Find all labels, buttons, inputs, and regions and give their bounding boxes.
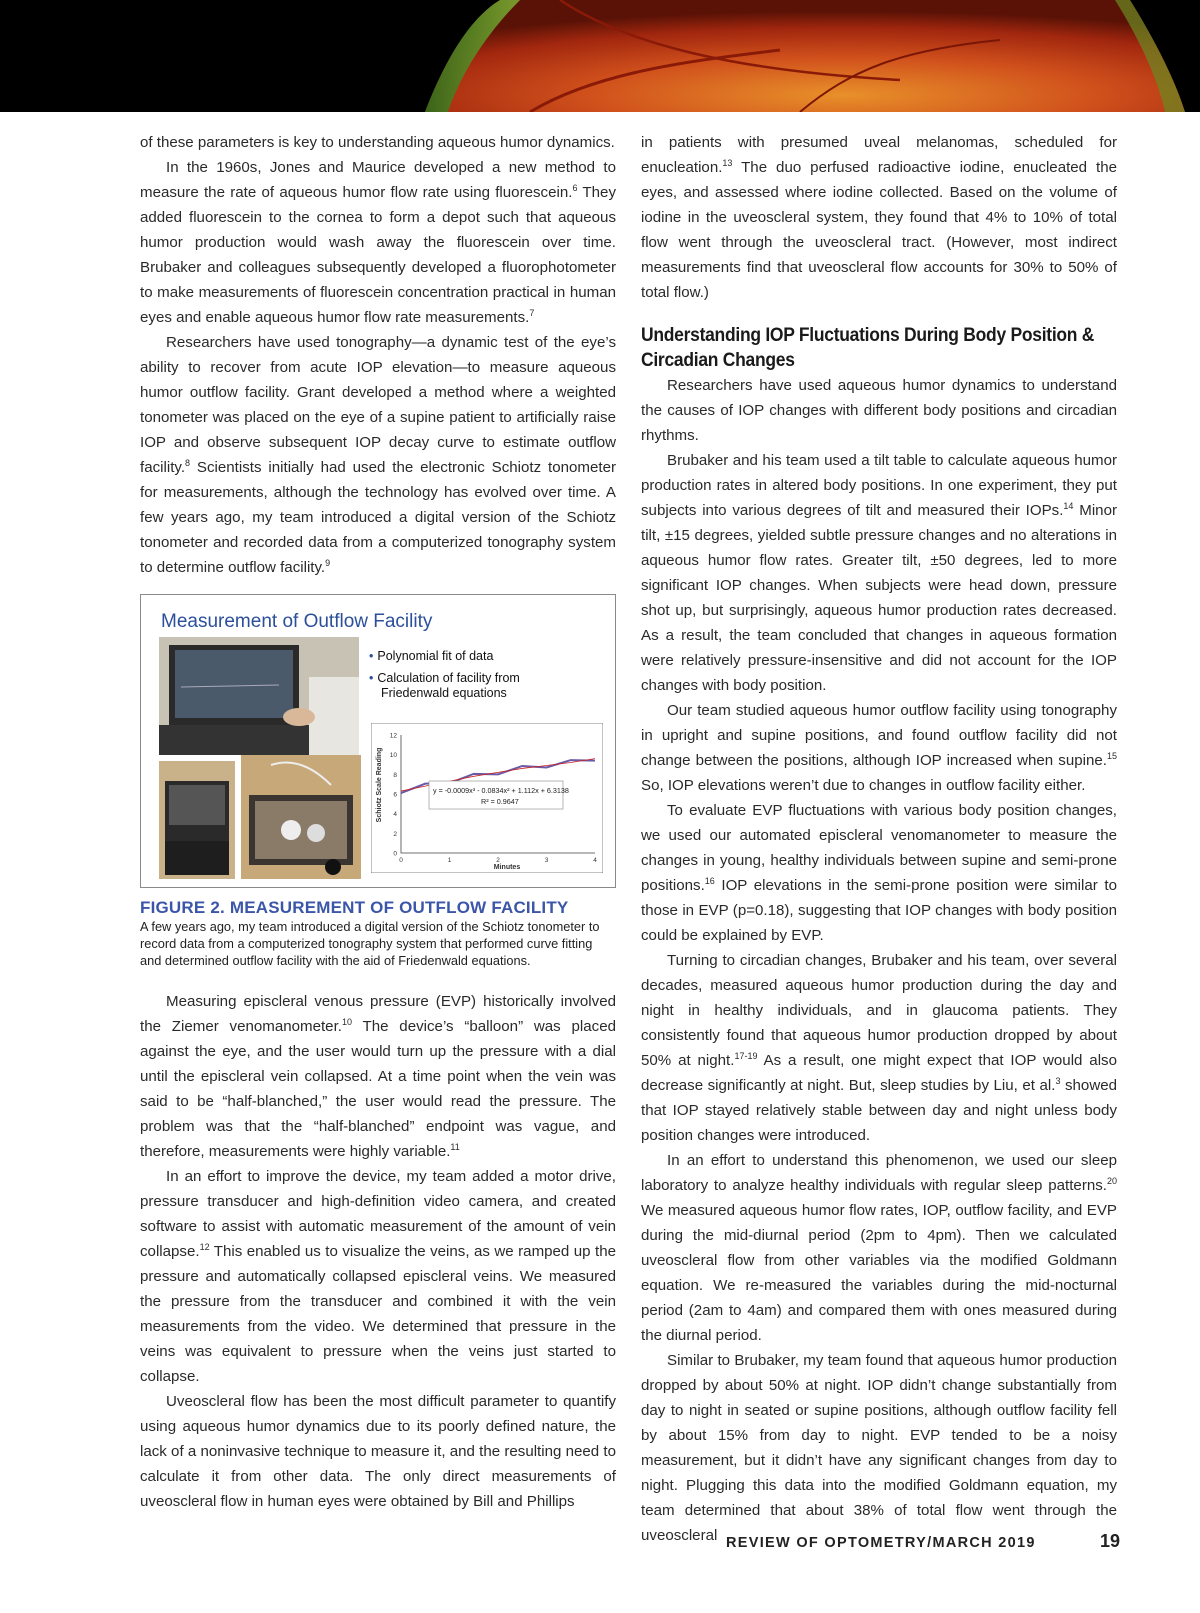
y-tick-label: 4	[393, 811, 397, 819]
y-tick-label: 8	[393, 771, 397, 779]
figure-caption-title: FIGURE 2. MEASUREMENT OF OUTFLOW FACILITY	[140, 898, 569, 917]
paragraph: In the 1960s, Jones and Maurice developed a new method to measure the rate of aqueous humor flow rate using fluorescein.$^6$ They added fluorescein to the cornea to form a depot such that aqueous humor production would wash away the fluorescein over time. Brubaker and colleagues subsequently developed a fluorophotometer to make measurements of fluorescein concentration practical in human eyes and enable aqueous humor flow rate measurements.$^7$	[140, 159, 616, 326]
bullet-icon: •	[369, 671, 374, 685]
right-column	[641, 130, 1117, 1548]
laptop-photo	[159, 637, 359, 755]
y-tick-label: 6	[393, 791, 397, 799]
paragraph: Turning to circadian changes, Brubaker and his team, over several decades, measured aqueous humor production during the day and night in healthy individuals, and in glaucoma patients. They consistently found that aqueous humor production dropped by about 50% at night.$^{17-19}$ As a result, one might expect that IOP would also decrease significantly at night. But, sleep studies by Liu, et al.$^3$ showed that IOP stayed relatively stable between day and night unless body position changes were introduced.	[641, 952, 1118, 1144]
y-tick-label: 12	[389, 732, 397, 740]
slide-title: Measurement of Outflow Facility	[161, 611, 433, 632]
y-tick-label: 0	[393, 850, 397, 858]
x-tick-label: 1	[447, 857, 452, 864]
laptop-illustration	[159, 637, 359, 755]
journal-footer: REVIEW OF OPTOMETRY/MARCH 2019	[726, 1535, 1036, 1551]
paragraph: Our team studied aqueous humor outflow facility using tonography in upright and supine positions, and found outflow facility did not change between the positions, although IOP increased when supine.$^{15}$ So, IOP elevations weren’t due to changes in outflow facility either.	[641, 702, 1117, 794]
paragraph: To evaluate EVP fluctuations with various body position changes, we used our automated episcleral venomanometer to measure the changes in young, healthy individuals between supine and semi-prone positions.$^{16}$ IOP elevations in the semi-prone position were similar to those in EVP (p=0.18), suggesting that IOP changes with body position could be explained by EVP.	[641, 802, 1117, 944]
bullet-item: • Polynomial fit of data	[369, 649, 494, 663]
paragraph: Brubaker and his team used a tilt table to calculate aqueous humor production rates in altered body positions. In one experiment, they put subjects into various degrees of tilt and measured their IOPs.$^{14}$ Minor tilt, ±15 degrees, yielded subtle pressure changes and no alterations in aqueous humor flow rates. Greater tilt, ±50 degrees, led to more significant IOP changes. When subjects were head down, pressure shot up, but surprisingly, aqueous humor production rates decreased. As a result, the team concluded that changes in aqueous formation were relatively pressure-insensitive and did not account for the IOP changes with body position.	[641, 452, 1117, 694]
paragraph: in patients with presumed uveal melanomas, scheduled for enucleation.$^{13}$ The duo perfused radioactive iodine, enucleated the eyes, and assessed where iodine collected. Based on the volume of iodine in the uveoscleral system, they found that 4% to 10% of total flow went through the uveoscleral tract. (However, most indirect measurements find that uveoscleral flow accounts for 30% to 50% of total flow.)	[641, 134, 1117, 301]
paragraph: Researchers have used tonography—a dynamic test of the eye’s ability to recover from acute IOP elevation—to measure aqueous humor outflow facility. Grant developed a method where a weighted tonometer was placed on the eye of a supine patient to artificially raise IOP and observe subsequent IOP decay curve to estimate outflow facility.$^8$ Scientists initially had used the electronic Schiotz tonometer for measurements, although the technology has evolved over time. A few years ago, my team introduced a digital version of the Schiotz tonometer and recorded data from a computerized tonography system to determine outflow facility.$^9$	[140, 334, 616, 576]
x-tick-label: 4	[593, 857, 597, 864]
left-column	[140, 130, 616, 1514]
case-illustration	[159, 761, 235, 879]
tonometer-illustration	[241, 755, 361, 879]
bullet-icon: •	[369, 649, 374, 663]
r-squared: R² = 0.9647	[481, 797, 519, 806]
tonometer-photo	[241, 755, 361, 879]
y-tick-label: 2	[393, 830, 397, 838]
y-axis-label: Schiotz Scale Reading	[376, 747, 383, 823]
x-tick-label: 0	[399, 857, 403, 864]
device-photo	[159, 761, 235, 879]
figure-caption: A few years ago, my team introduced a digital version of the Schiotz tonometer to record data from a computerized tonography system that performed curve fitting and determined outflow facility with the aid of Friedenwald equations.	[140, 919, 600, 968]
section-subhead: Understanding IOP Fluctuations During Body Position & Circadian Changes	[641, 325, 1095, 371]
paragraph: Measuring episcleral venous pressure (EVP) historically involved the Ziemer venomanometer.$^{10}$ The device’s “balloon” was placed against the eye, and the user would turn up the pressure with a dial until the episcleral vein collapsed. At a time point when the vein was said to be “half-blanched,” the user would read the pressure. The problem was that the “half-blanched” endpoint was vague, and therefore, measurements were highly variable.$^{11}$	[140, 993, 616, 1160]
x-axis-label: Minutes	[493, 864, 521, 871]
paragraph: Uveoscleral flow has been the most difficult parameter to quantify using aqueous humor dynamics due to its poorly defined nature, the lack of a noninvasive technique to measure it, and the resulting need to calculate it from other data. The only direct measurements of uveoscleral flow in human eyes were obtained by Bill and Phillips	[140, 1393, 616, 1510]
header-banner	[0, 0, 1200, 112]
paragraph: of these parameters is key to understanding aqueous humor dynamics.	[140, 134, 615, 151]
paragraph: In an effort to improve the device, my team added a motor drive, pressure transducer and high-definition video camera, and created software to assist with automatic measurement of the amount of vein collapse.$^{12}$ This enabled us to visualize the veins, as we ramped up the pressure and automatically collapsed episcleral veins. We measured the pressure from the transducer and combined it with the vein measurements from the video. We determined that pressure in the veins was equivalent to pressure when the veins just started to collapse.	[140, 1168, 616, 1385]
y-tick-label: 10	[389, 752, 397, 760]
paragraph: In an effort to understand this phenomenon, we used our sleep laboratory to analyze healthy individuals with regular sleep patterns.$^{20}$ We measured aqueous humor flow rates, IOP, outflow facility, and EVP during the mid-diurnal period (2pm to 4pm). Then we calculated uveoscleral flow from other variables via the modified Goldmann equation. We re-measured the variables during the mid-nocturnal period (2am to 4am) and compared them with ones measured during the diurnal period.	[641, 1152, 1117, 1344]
figure-2	[140, 594, 616, 888]
x-tick-label: 2	[496, 857, 500, 864]
page-number: 19	[1100, 1531, 1121, 1551]
fit-equation: y = -0.0009x³ - 0.0834x² + 1.112x + 6.3138	[433, 786, 569, 795]
paragraph: Similar to Brubaker, my team found that aqueous humor production dropped by about 50% at night. IOP didn’t change substantially from day to night in seated or supine positions, although outflow facility fell by about 15% from day to night. EVP tended to be a noisy measurement, but it didn’t have any significant changes from day to night. Plugging this data into the modified Goldmann equation, my team determined that about 38% of total flow went through the uveoscleral	[641, 1352, 1117, 1544]
tonography-chart	[371, 723, 603, 873]
bullet-item: • Calculation of facility from Friedenwald equations	[369, 671, 520, 700]
x-tick-label: 3	[544, 857, 549, 864]
fundus-image	[0, 0, 1200, 112]
paragraph: Researchers have used aqueous humor dynamics to understand the causes of IOP changes with different body positions and circadian rhythms.	[641, 377, 1117, 444]
